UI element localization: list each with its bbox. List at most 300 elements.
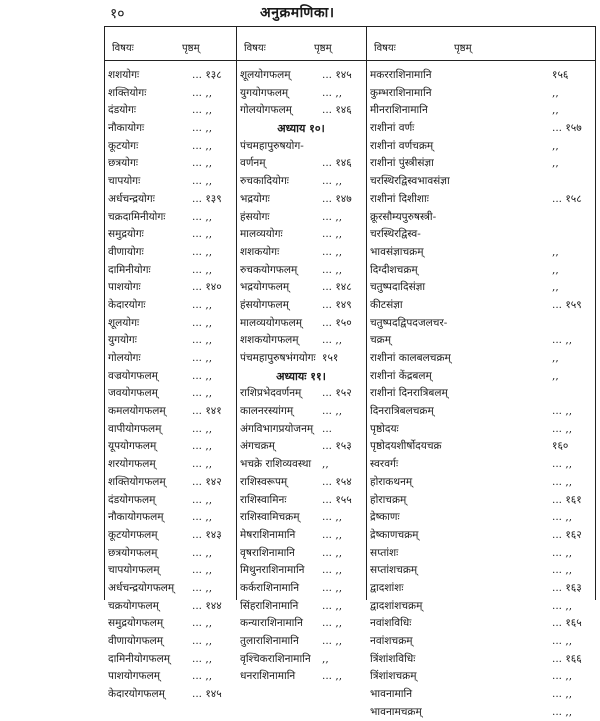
index-entry xyxy=(236,209,366,227)
entry-subject: शक्तियोगः xyxy=(108,86,147,99)
index-entry xyxy=(366,332,595,350)
index-entry xyxy=(366,421,595,439)
entry-page-number: ... ,, xyxy=(192,440,213,453)
entry-page-number: ,, xyxy=(552,352,559,364)
index-entry xyxy=(104,262,236,280)
index-entry xyxy=(236,509,366,527)
index-entry xyxy=(104,474,236,492)
index-entry xyxy=(104,580,236,598)
page-number: १० xyxy=(110,6,125,22)
index-entry xyxy=(366,226,595,244)
entry-list xyxy=(236,67,366,686)
entry-subject: राशीनां पुंस्त्रीसंज्ञा xyxy=(370,157,434,170)
entry-page-number: ... १४६ xyxy=(322,157,352,170)
entry-subject: हंसयोगफलम् xyxy=(240,298,289,311)
entry-subject: राशीनां वर्णः xyxy=(370,122,415,135)
entry-subject: स्वरवर्गः xyxy=(370,458,399,471)
index-entry xyxy=(104,421,236,439)
entry-subject: होराकथनम् xyxy=(370,475,413,488)
index-entry xyxy=(236,668,366,686)
index-entry xyxy=(366,385,595,403)
entry-page-number: ... ,, xyxy=(322,86,343,99)
entry-subject: राशीनां दिशीशाः xyxy=(370,192,429,205)
entry-page-number: ... ,, xyxy=(552,688,573,701)
entry-subject: यूपयोगफलम् xyxy=(108,440,157,453)
entry-page-number: ... ,, xyxy=(192,245,213,258)
entry-page-number: ... १४७ xyxy=(322,192,352,205)
entry-page-number: ... १४५ xyxy=(192,688,222,701)
entry-subject: शशकयोगः xyxy=(240,245,280,258)
entry-subject: युगयोगः xyxy=(108,334,137,347)
entry-page-number: ... १४९ xyxy=(322,298,352,311)
entry-page-number: ... १५२ xyxy=(322,387,352,400)
entry-page-number: ... ,, xyxy=(322,564,343,577)
entry-subject: सिंहराशिनामानि xyxy=(240,599,299,612)
entry-subject: सप्तांशः xyxy=(370,546,399,559)
entry-page-number: ... ,, xyxy=(552,705,573,718)
index-entry xyxy=(104,633,236,651)
entry-page-number: ... ,, xyxy=(192,422,213,435)
index-entry xyxy=(104,615,236,633)
header-rule xyxy=(104,60,596,61)
entry-page-number: ... ,, xyxy=(192,617,213,630)
index-entry xyxy=(236,615,366,633)
index-entry xyxy=(104,138,236,156)
index-entry xyxy=(104,279,236,297)
index-entry xyxy=(104,67,236,85)
entry-subject: होराचक्रम् xyxy=(370,493,407,506)
entry-page-number: ... १५३ xyxy=(322,440,352,453)
entry-page-number: ... १६६ xyxy=(552,652,582,665)
entry-page-number: ,, xyxy=(552,104,559,117)
entry-page-number: ... १३९ xyxy=(192,192,222,205)
entry-page-number: ... १४५ xyxy=(322,69,352,81)
entry-subject: धनराशिनामानि xyxy=(240,670,296,683)
entry-subject: चापयोगफलम् xyxy=(108,564,160,577)
entry-subject: त्रिंशांशचक्रम् xyxy=(370,670,417,683)
index-entry xyxy=(104,350,236,368)
entry-page-number: ,, xyxy=(552,86,559,99)
entry-subject: कुम्भराशिनामानि xyxy=(370,86,432,99)
entry-page-number: ... ,, xyxy=(552,635,573,647)
entry-page-number: ... ,, xyxy=(192,104,213,117)
entry-page-number: ... १४३ xyxy=(192,528,222,541)
entry-subject: रुचकयोगफलम् xyxy=(240,263,298,276)
entry-page-number: ... ,, xyxy=(322,511,343,524)
top-rule xyxy=(104,26,596,27)
entry-subject: चरस्थिरद्विस्वभावसंज्ञा xyxy=(370,175,450,188)
entry-page-number: ... १५४ xyxy=(322,475,352,488)
entry-subject: पृष्ठोदयः xyxy=(370,422,399,435)
entry-subject: गोलयोगफलम् xyxy=(240,104,292,117)
index-entry xyxy=(104,244,236,262)
entry-page-number: ,, xyxy=(552,281,559,294)
index-entry xyxy=(366,191,595,209)
entry-page-number: ... १६२ xyxy=(552,528,582,541)
index-entry xyxy=(104,545,236,563)
entry-page-number: ,, xyxy=(552,263,559,276)
entry-page-number: ... ,, xyxy=(322,670,343,683)
entry-subject: मालव्ययोगः xyxy=(240,228,283,241)
index-entry xyxy=(366,85,595,103)
index-entry xyxy=(104,598,236,616)
entry-page-number: ... ,, xyxy=(322,581,343,594)
entry-page-number: ... ,, xyxy=(322,228,343,241)
entry-subject: पंचमहापुरुषभंगयोगः xyxy=(240,352,316,364)
entry-subject: दामिनीयोगफलम् xyxy=(108,652,171,665)
entry-page-number: ... १४८ xyxy=(322,281,352,294)
entry-subject: भावसंज्ञाचक्रम् xyxy=(370,245,424,258)
entry-subject: नवांशचक्रम् xyxy=(370,635,413,647)
index-entry xyxy=(366,633,595,651)
entry-subject: नौकायोगफलम् xyxy=(108,511,164,524)
entry-subject: छत्रयोगः xyxy=(108,157,138,170)
entry-subject: कालनरस्यांगम् xyxy=(240,405,294,418)
entry-page-number: ... ,, xyxy=(322,617,343,630)
entry-page-number: ... ,, xyxy=(192,122,213,135)
index-entry xyxy=(236,332,366,350)
entry-page-number: ... ,, xyxy=(192,228,213,241)
index-entry xyxy=(104,297,236,315)
entry-page-number: ,, xyxy=(552,369,559,382)
subject-header: विषयः xyxy=(244,43,266,54)
entry-page-number: ... ,, xyxy=(552,546,573,559)
index-entry xyxy=(366,262,595,280)
entry-subject: वज्रयोगफलम् xyxy=(108,369,158,382)
entry-subject: गोलयोगः xyxy=(108,352,141,364)
entry-page-number: ... ,, xyxy=(192,511,213,524)
column-header xyxy=(366,38,595,60)
entry-page-number: ... ,, xyxy=(192,210,213,223)
entry-page-number: ... १३८ xyxy=(192,69,222,81)
index-entry xyxy=(366,173,595,191)
entry-page-number: ... ,, xyxy=(192,493,213,506)
entry-subject: वृश्चिकराशिनामानि xyxy=(240,652,311,665)
entry-subject: द्रेष्काणचक्रम् xyxy=(370,528,419,541)
entry-subject: समुद्रयोगफलम् xyxy=(108,617,164,630)
entry-subject: चक्रदामिनीयोगः xyxy=(108,210,166,223)
entry-page-number: ... १४६ xyxy=(322,104,352,117)
entry-list xyxy=(104,67,236,704)
index-entry xyxy=(366,686,595,704)
index-entry xyxy=(104,403,236,421)
index-entry xyxy=(366,474,595,492)
entry-page-number: ... ,, xyxy=(552,334,573,347)
index-entry xyxy=(366,668,595,686)
entry-subject: युगयोगफलम् xyxy=(240,86,289,99)
index-entry xyxy=(366,120,595,138)
entry-page-number: १५१ xyxy=(322,352,339,364)
subject-header: विषयः xyxy=(112,43,134,54)
index-entry xyxy=(236,244,366,262)
index-entry xyxy=(366,527,595,545)
index-entry xyxy=(236,102,366,120)
index-entry xyxy=(104,209,236,227)
entry-subject: दिनरात्रिबलचक्रम् xyxy=(370,405,434,418)
column-header xyxy=(104,38,236,60)
index-entry xyxy=(236,138,366,156)
index-entry xyxy=(236,315,366,333)
entry-subject: राशिप्रभेदवर्णनम् xyxy=(240,387,302,400)
entry-subject: चरस्थिरद्विस्व- xyxy=(370,228,421,241)
index-entry xyxy=(236,633,366,651)
entry-subject: अर्धचन्द्रयोगः xyxy=(108,192,155,205)
entry-page-number: ... ,, xyxy=(192,263,213,276)
entry-subject: द्वादशांशचक्रम् xyxy=(370,599,423,612)
index-entry xyxy=(366,615,595,633)
entry-subject: चापयोगः xyxy=(108,175,141,188)
entry-page-number: ... ,, xyxy=(322,635,343,647)
entry-page-number: ... ,, xyxy=(552,422,573,435)
entry-page-number: ... ,, xyxy=(192,316,213,329)
entry-page-number: ... ,, xyxy=(192,564,213,577)
index-entry xyxy=(104,438,236,456)
entry-subject: पंचमहापुरुषयोग- xyxy=(240,139,304,152)
entry-subject: त्रिंशांशविधिः xyxy=(370,652,416,665)
entry-subject: राशीनां कालबलचक्रम् xyxy=(370,352,451,364)
entry-subject: राशिस्वरूपम् xyxy=(240,475,288,488)
entry-page-number: ... ,, xyxy=(192,670,213,683)
entry-page-number: ... ,, xyxy=(552,475,573,488)
index-entry xyxy=(236,438,366,456)
entry-subject: नवांशविधिः xyxy=(370,617,412,630)
entry-subject: कीटसंज्ञा xyxy=(370,298,403,311)
entry-page-number: ... ,, xyxy=(552,405,573,418)
index-entry xyxy=(366,562,595,580)
index-entry xyxy=(236,191,366,209)
entry-page-number: ... ,, xyxy=(192,334,213,347)
entry-subject: कमलयोगफलम् xyxy=(108,405,166,418)
index-entry xyxy=(104,173,236,191)
entry-page-number: ... १५५ xyxy=(322,493,352,506)
entry-page-number: ... ,, xyxy=(192,458,213,471)
page-header: पृष्ठम् xyxy=(182,43,200,54)
index-entry xyxy=(366,403,595,421)
index-entry xyxy=(236,527,366,545)
page-header: पृष्ठम् xyxy=(314,43,332,54)
entry-subject: वीणायोगफलम् xyxy=(108,635,164,647)
index-entry xyxy=(236,421,366,439)
entry-subject: शशकयोगफलम् xyxy=(240,334,299,347)
index-entry xyxy=(366,155,595,173)
entry-subject: दंडयोगः xyxy=(108,104,137,117)
index-entry xyxy=(236,67,366,85)
entry-page-number: ,, xyxy=(552,157,559,170)
index-entry xyxy=(366,456,595,474)
entry-subject: वृषराशिनामानि xyxy=(240,546,295,559)
entry-subject: वापीयोगफलम् xyxy=(108,422,162,435)
entry-subject: पाशयोगः xyxy=(108,281,141,294)
entry-subject: दिग्दीशचक्रम् xyxy=(370,263,418,276)
entry-subject: कन्याराशिनामानि xyxy=(240,617,303,630)
entry-subject: भचक्रे राशिव्यवस्था xyxy=(240,458,312,471)
entry-subject: भावनामानि xyxy=(370,688,413,701)
index-entry xyxy=(366,580,595,598)
index-entry xyxy=(236,474,366,492)
entry-page-number: ... ,, xyxy=(552,599,573,612)
entry-subject: राशीनां केंद्रबलम् xyxy=(370,369,432,382)
index-entry xyxy=(366,315,595,333)
chapter-heading xyxy=(236,120,366,138)
index-entry xyxy=(366,209,595,227)
entry-page-number: ... ,, xyxy=(192,175,213,188)
index-entry xyxy=(236,226,366,244)
entry-subject: राशीनां दिनरात्रिबलम् xyxy=(370,387,448,400)
entry-page-number: ... १४० xyxy=(192,281,222,294)
entry-page-number: ... ,, xyxy=(192,157,213,170)
index-entry xyxy=(236,562,366,580)
entry-subject: चक्रम् xyxy=(370,334,392,347)
entry-subject: नौकायोगः xyxy=(108,122,145,135)
index-entry xyxy=(366,545,595,563)
entry-page-number: ... १५८ xyxy=(552,192,582,205)
index-entry xyxy=(236,492,366,510)
entry-page-number: ... ,, xyxy=(322,528,343,541)
entry-subject: तुलाराशिनामानि xyxy=(240,635,299,647)
entry-page-number: ... ,, xyxy=(552,511,573,524)
entry-subject: सप्तांशचक्रम् xyxy=(370,564,418,577)
page-title: अनुक्रमणिका। xyxy=(260,5,335,21)
entry-page-number: ,, xyxy=(322,458,329,471)
index-entry xyxy=(104,527,236,545)
entry-subject: कूटयोगः xyxy=(108,139,139,152)
entry-page-number: ... १४१ xyxy=(192,405,222,418)
index-entry xyxy=(366,67,595,85)
entry-page-number: ... ,, xyxy=(192,652,213,665)
entry-subject: राशिस्वामिनः xyxy=(240,493,287,506)
index-entry xyxy=(236,651,366,669)
entry-list xyxy=(366,67,595,721)
index-entry xyxy=(104,368,236,386)
index-entry xyxy=(366,492,595,510)
index-entry xyxy=(366,297,595,315)
entry-subject: पृष्ठोदयशीर्षोदयचक्र xyxy=(370,440,442,453)
index-entry xyxy=(366,102,595,120)
entry-subject: जवयोगफलम् xyxy=(108,387,158,400)
entry-subject: चतुष्पदादिसंज्ञा xyxy=(370,281,426,294)
page-header: पृष्ठम् xyxy=(454,43,472,54)
entry-page-number: ... ,, xyxy=(192,581,213,594)
index-entry xyxy=(104,191,236,209)
entry-page-number: ... १४४ xyxy=(192,599,222,612)
entry-subject: केदारयोगफलम् xyxy=(108,688,165,701)
entry-subject: दामिनीयोगः xyxy=(108,263,151,276)
index-entry xyxy=(236,155,366,173)
index-entry xyxy=(236,85,366,103)
entry-subject: कर्कराशिनामानि xyxy=(240,581,300,594)
index-entry xyxy=(104,492,236,510)
entry-subject: क्रूरसौम्यपुरुषस्त्री- xyxy=(370,210,437,223)
index-entry xyxy=(236,598,366,616)
index-entry xyxy=(236,385,366,403)
index-entry xyxy=(236,173,366,191)
entry-page-number: ... ,, xyxy=(192,86,213,99)
entry-subject: चक्रयोगफलम् xyxy=(108,599,159,612)
index-entry xyxy=(104,85,236,103)
entry-subject: हंसयोगः xyxy=(240,210,270,223)
entry-subject: दंडयोगफलम् xyxy=(108,493,156,506)
entry-page-number: ,, xyxy=(552,139,559,152)
entry-subject: द्रेष्काणः xyxy=(370,511,400,524)
index-entry xyxy=(366,350,595,368)
entry-page-number: ... १४२ xyxy=(192,475,222,488)
entry-page-number: ... ,, xyxy=(322,175,343,188)
index-entry xyxy=(104,456,236,474)
entry-subject: राशीनां वर्णचक्रम् xyxy=(370,139,434,152)
index-entry xyxy=(366,704,595,721)
index-entry xyxy=(104,562,236,580)
entry-page-number: ... ,, xyxy=(192,546,213,559)
entry-subject: वीणायोगः xyxy=(108,245,144,258)
index-entry xyxy=(236,580,366,598)
entry-subject: वर्णनम् xyxy=(240,157,266,170)
index-entry xyxy=(236,456,366,474)
entry-subject: शशयोगः xyxy=(108,69,140,81)
index-entry xyxy=(104,226,236,244)
entry-page-number: ... ,, xyxy=(322,599,343,612)
index-entry xyxy=(366,279,595,297)
index-entry xyxy=(104,686,236,704)
entry-page-number: ... १५७ xyxy=(552,122,582,135)
entry-subject: भद्रयोगः xyxy=(240,192,270,205)
chapter-heading xyxy=(236,368,366,386)
entry-subject: अर्धचन्द्रयोगफलम् xyxy=(108,581,175,594)
entry-page-number: ... ,, xyxy=(192,635,213,647)
index-entry xyxy=(366,368,595,386)
index-entry xyxy=(236,350,366,368)
entry-subject: मालव्ययोगफलम् xyxy=(240,316,303,329)
index-entry xyxy=(104,315,236,333)
entry-subject: मेषराशिनामानि xyxy=(240,528,296,541)
entry-page-number: ... ,, xyxy=(322,245,343,258)
index-entry xyxy=(104,102,236,120)
entry-page-number: ... ,, xyxy=(192,387,213,400)
entry-page-number: ... १६१ xyxy=(552,493,582,506)
index-entry xyxy=(104,385,236,403)
entry-subject: केदारयोगः xyxy=(108,298,146,311)
entry-page-number: ... ,, xyxy=(552,670,573,683)
index-entry xyxy=(236,297,366,315)
index-entry xyxy=(104,668,236,686)
index-entry xyxy=(366,651,595,669)
entry-page-number: ... ,, xyxy=(322,546,343,559)
index-entry xyxy=(104,332,236,350)
entry-subject: शूलयोगः xyxy=(108,316,140,329)
entry-page-number: ... ,, xyxy=(322,210,343,223)
entry-subject: शरयोगफलम् xyxy=(108,458,156,471)
index-entry xyxy=(236,262,366,280)
entry-subject: समुद्रयोगः xyxy=(108,228,144,241)
index-entry xyxy=(366,509,595,527)
entry-page-number: ... ,, xyxy=(192,352,213,364)
entry-subject: मीनराशिनामानि xyxy=(370,104,428,117)
column-divider xyxy=(595,26,596,600)
entry-subject: राशिस्वामिचक्रम् xyxy=(240,511,300,524)
entry-subject: चतुष्पदद्विपदजलचर- xyxy=(370,316,448,329)
entry-subject: द्वादशांशः xyxy=(370,581,404,594)
entry-page-number: ... ,, xyxy=(322,263,343,276)
entry-page-number: ,, xyxy=(322,652,329,665)
entry-subject: मिथुनराशिनामानि xyxy=(240,564,305,577)
entry-page-number: ... १६३ xyxy=(552,581,582,594)
index-entry xyxy=(366,598,595,616)
entry-subject: कूटयोगफलम् xyxy=(108,528,158,541)
entry-page-number: ... ,, xyxy=(552,564,573,577)
index-entry xyxy=(104,120,236,138)
entry-subject: रुचकादियोगः xyxy=(240,175,289,188)
index-entry xyxy=(236,545,366,563)
entry-page-number: ... ,, xyxy=(192,298,213,311)
